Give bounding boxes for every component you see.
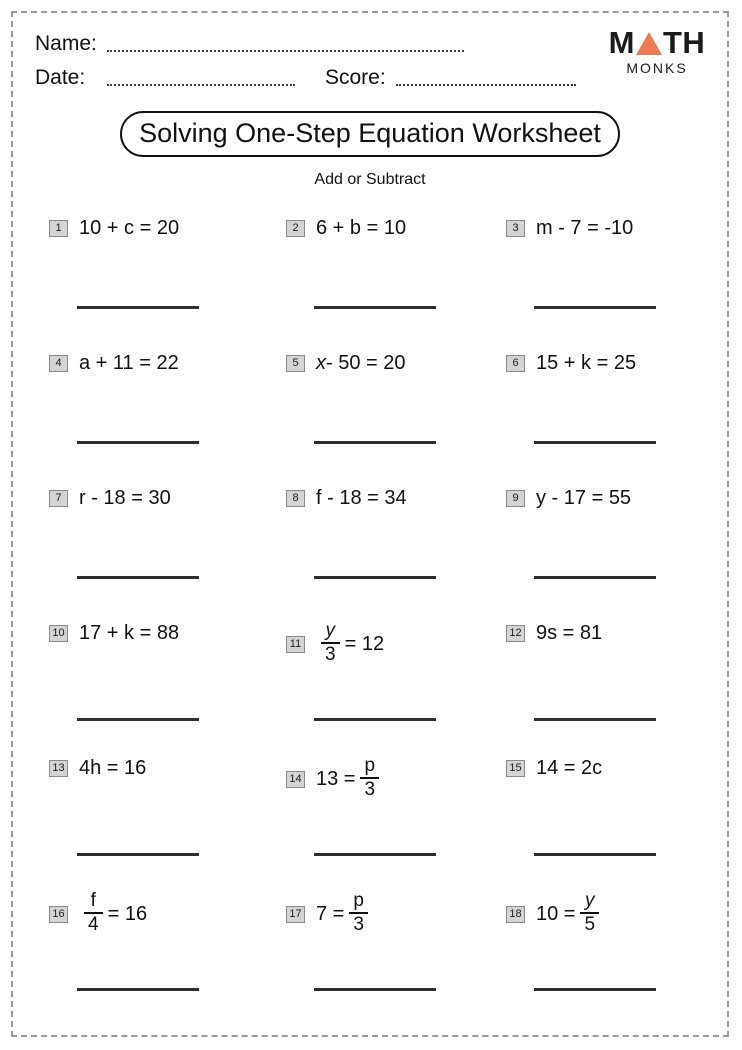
answer-line[interactable]: [77, 988, 199, 991]
problem-number-badge: 11: [286, 636, 305, 653]
problem-number-badge: 6: [506, 355, 525, 372]
problem-cell: [506, 608, 721, 743]
problem-15: [506, 757, 602, 779]
equation: [79, 757, 146, 779]
logo-subtext: MONKS: [626, 60, 688, 76]
problem-cell: [49, 608, 264, 743]
equation-text: 15 + k = 25: [536, 352, 637, 374]
problem-row: [13, 473, 727, 608]
equation: [79, 217, 179, 239]
equation-text: = 12: [344, 633, 385, 655]
problem-14: [286, 757, 384, 801]
equation: [536, 892, 604, 936]
problem-cell: [286, 608, 501, 743]
problem-1: [49, 217, 179, 239]
problem-number-badge: 3: [506, 220, 525, 237]
problem-number-badge: 16: [49, 906, 68, 923]
equation: [536, 622, 602, 644]
equation: [536, 217, 633, 239]
problem-4: [49, 352, 179, 374]
date-label: Date:: [35, 66, 86, 89]
answer-line[interactable]: [314, 853, 436, 856]
equation-text: 14 = 2c: [536, 757, 603, 779]
fraction-denominator: 3: [353, 914, 364, 935]
equation: [536, 352, 636, 374]
problem-cell: [286, 473, 501, 608]
answer-line[interactable]: [314, 441, 436, 444]
fraction: [580, 891, 599, 935]
answer-line[interactable]: [77, 306, 199, 309]
equation: [316, 757, 384, 801]
problem-16: [49, 892, 147, 936]
score-field[interactable]: [325, 67, 576, 88]
problem-8: [286, 487, 407, 509]
equation-text: 6 + b = 10: [316, 217, 407, 239]
problem-6: [506, 352, 636, 374]
name-label: Name:: [35, 32, 97, 55]
equation-text: 10 + c = 20: [79, 217, 180, 239]
problem-number-badge: 8: [286, 490, 305, 507]
equation: [316, 217, 406, 239]
problem-grid: [13, 203, 727, 1013]
problem-cell: [506, 743, 721, 878]
triangle-icon: [636, 32, 662, 55]
answer-line[interactable]: [314, 306, 436, 309]
problem-17: [286, 892, 373, 936]
problem-row: [13, 743, 727, 878]
fraction-numerator: f: [90, 890, 96, 911]
answer-line[interactable]: [314, 988, 436, 991]
answer-line[interactable]: [534, 441, 656, 444]
problem-cell: [49, 473, 264, 608]
problem-cell: [286, 878, 501, 1013]
fraction-denominator: 5: [584, 914, 596, 935]
score-input-line[interactable]: [396, 84, 576, 86]
equation-text: = 16: [107, 903, 148, 925]
equation-text: y - 17 = 55: [536, 487, 632, 509]
problem-cell: [49, 743, 264, 878]
score-label: Score:: [325, 66, 386, 89]
equation-text: 17 + k = 88: [79, 622, 180, 644]
equation-variable: x: [316, 352, 326, 374]
problem-row: [13, 338, 727, 473]
equation: [79, 622, 179, 644]
fraction-numerator: p: [353, 890, 364, 911]
problem-7: [49, 487, 171, 509]
answer-line[interactable]: [534, 718, 656, 721]
problem-number-badge: 12: [506, 625, 525, 642]
logo-text-after: TH: [663, 25, 706, 60]
problem-row: [13, 878, 727, 1013]
date-input-line[interactable]: [107, 84, 295, 86]
problem-number-badge: 17: [286, 906, 305, 923]
equation: [316, 487, 407, 509]
date-field[interactable]: [35, 67, 295, 88]
equation: [79, 352, 179, 374]
problem-number-badge: 10: [49, 625, 68, 642]
answer-line[interactable]: [534, 988, 656, 991]
problem-number-badge: 2: [286, 220, 305, 237]
logo-wordmark: [605, 27, 709, 58]
problem-cell: [506, 338, 721, 473]
fraction-denominator: 3: [325, 644, 336, 665]
worksheet-header: [13, 13, 727, 101]
equation-text: - 50 = 20: [326, 352, 406, 374]
problem-11: [286, 622, 384, 666]
problem-number-badge: 18: [506, 906, 525, 923]
problem-3: [506, 217, 633, 239]
fraction-numerator: p: [364, 755, 376, 776]
problem-cell: [506, 878, 721, 1013]
problem-number-badge: 5: [286, 355, 305, 372]
problem-number-badge: 7: [49, 490, 68, 507]
problem-cell: [286, 338, 501, 473]
problem-18: [506, 892, 604, 936]
problem-row: [13, 203, 727, 338]
problem-row: [13, 608, 727, 743]
answer-line[interactable]: [534, 306, 656, 309]
fraction-numerator: y: [325, 620, 336, 641]
answer-line[interactable]: [534, 853, 656, 856]
fraction: [360, 756, 379, 800]
equation: [536, 757, 602, 779]
answer-line[interactable]: [77, 853, 199, 856]
problem-number-badge: 15: [506, 760, 525, 777]
equation: [316, 892, 373, 936]
problem-number-badge: 4: [49, 355, 68, 372]
logo-text-before: M: [608, 25, 635, 60]
page-subtitle: Add or Subtract: [314, 171, 426, 188]
problem-10: [49, 622, 179, 644]
problem-cell: [49, 203, 264, 338]
fraction-denominator: 4: [88, 914, 99, 935]
equation-text: m - 7 = -10: [536, 217, 634, 239]
answer-line[interactable]: [314, 576, 436, 579]
name-field[interactable]: [35, 33, 464, 54]
problem-cell: [506, 473, 721, 608]
equation: [79, 487, 171, 509]
problem-cell: [506, 203, 721, 338]
equation: [79, 892, 147, 936]
title-container: [13, 111, 727, 157]
problem-12: [506, 622, 602, 644]
problem-number-badge: 14: [286, 771, 305, 788]
problem-cell: [49, 338, 264, 473]
problem-number-badge: 1: [49, 220, 68, 237]
equation: [316, 352, 406, 374]
answer-line[interactable]: [77, 576, 199, 579]
fraction: [84, 891, 103, 935]
answer-line[interactable]: [314, 718, 436, 721]
problem-cell: [286, 743, 501, 878]
fraction: [349, 891, 368, 935]
equation-text: 13 =: [316, 768, 356, 790]
problem-cell: [286, 203, 501, 338]
problem-13: [49, 757, 146, 779]
equation-text: 4h = 16: [79, 757, 147, 779]
answer-line[interactable]: [77, 718, 199, 721]
page-title: Solving One-Step Equation Worksheet: [120, 111, 620, 157]
equation: [316, 622, 384, 666]
problem-2: [286, 217, 406, 239]
problem-9: [506, 487, 631, 509]
problem-number-badge: 13: [49, 760, 68, 777]
mathmonks-logo: [605, 27, 709, 75]
answer-line[interactable]: [534, 576, 656, 579]
equation-text: a + 11 = 22: [79, 352, 179, 374]
equation-text: r - 18 = 30: [79, 487, 171, 509]
fraction-denominator: 3: [364, 779, 376, 800]
answer-line[interactable]: [77, 441, 199, 444]
problem-5: [286, 352, 406, 374]
equation-text: f - 18 = 34: [316, 487, 407, 509]
problem-cell: [49, 878, 264, 1013]
equation-text: 7 =: [316, 903, 345, 925]
equation-text: 9s = 81: [536, 622, 603, 644]
fraction-numerator: y: [585, 890, 595, 911]
problem-number-badge: 9: [506, 490, 525, 507]
worksheet-page: [11, 11, 729, 1037]
equation: [536, 487, 631, 509]
name-input-line[interactable]: [107, 50, 464, 52]
equation-text: 10 =: [536, 903, 576, 925]
fraction: [321, 621, 340, 665]
